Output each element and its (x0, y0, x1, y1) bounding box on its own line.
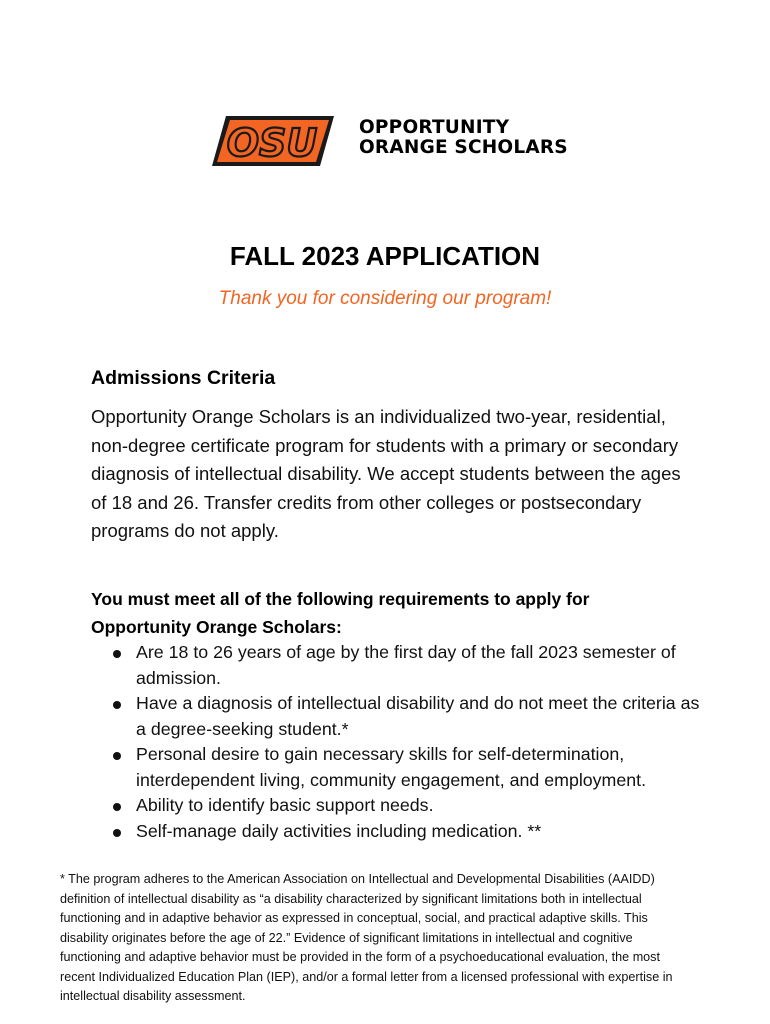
requirement-text: Are 18 to 26 years of age by the first day of the fall 2023 semester of admission. (136, 642, 676, 688)
osu-logo (212, 112, 334, 170)
list-item (91, 691, 701, 742)
bullet-icon (113, 803, 121, 811)
requirements-list (91, 640, 701, 844)
requirement-text: Self-manage daily activities including medication. ** (136, 820, 542, 841)
aaidd-footnote: * The program adheres to the American Association on Intellectual and Developmental Disabilities (AAIDD) definition of intellectual disability as “a disability characterized by significant limitations both in intellectual functioning and in adaptive behavior as expressed in conceptual, social, and practical adaptive skills. This disability originates before the age of 22.” Evidence of significant limitations in intellectual and cognitive functioning and adaptive behavior must be provided in the form of a psychoeducational evaluation, the most recent Individualized Education Plan (IEP), and/or a formal letter from a licensed professional with expertise in intellectual disability assessment. (60, 872, 673, 1003)
requirement-text: Have a diagnosis of intellectual disability and do not meet the criteria as a degree-seeking student.* (136, 693, 700, 739)
admissions-heading: Admissions Criteria (91, 367, 276, 389)
requirements-heading: You must meet all of the following requirements to apply for Opportunity Orange Scholars: (91, 589, 590, 637)
bullet-icon (113, 701, 121, 709)
bullet-icon (113, 650, 121, 658)
list-item (91, 793, 701, 819)
bullet-icon (113, 829, 121, 837)
application-title: FALL 2023 APPLICATION (229, 241, 541, 271)
logo-lettering: OSU (226, 121, 318, 165)
list-item (91, 819, 701, 845)
admissions-text: Opportunity Orange Scholars is an individualized two-year, residential, non-degree certificate program for students with a primary or secondary diagnosis of intellectual disability. We accept students between the ages of 18 and 26. Transfer credits from other colleges or postsecondary programs do not apply. (91, 406, 681, 541)
bullet-icon (113, 752, 121, 760)
brand-line-2: ORANGE SCHOLARS (359, 137, 568, 158)
list-item (91, 742, 701, 793)
program-brand (359, 118, 568, 158)
brand-line-1: OPPORTUNITY (359, 117, 510, 138)
requirement-text: Ability to identify basic support needs. (136, 795, 434, 815)
list-item (91, 640, 701, 691)
thank-you-subtitle: Thank you for considering our program! (218, 288, 552, 309)
requirement-text: Personal desire to gain necessary skills for self-determination, interdependent living, community engagement, and employment. (136, 744, 647, 790)
